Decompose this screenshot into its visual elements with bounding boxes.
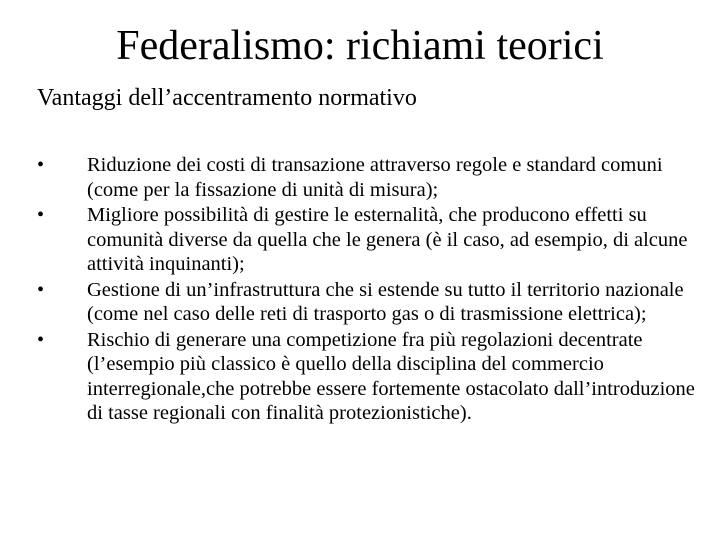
bullet-item: [37, 203, 697, 277]
bullet-text: Rischio di generare una competizione fra più regolazioni decentrate (l’esempio più classico è quello della disciplina del commercio interregionale,che potrebbe essere fortemente ostacolato dall’introduzione di tasse regionali con finalità protezionistiche).: [87, 328, 695, 424]
slide-title: Federalismo: richiami teorici: [116, 23, 604, 69]
bullet-item: [37, 328, 697, 426]
bullet-item: [37, 153, 697, 202]
bullet-text: Riduzione dei costi di transazione attraverso regole e standard comuni (come per la fissazione di unità di misura);: [87, 154, 663, 201]
bullet-marker: •: [37, 154, 45, 176]
bullet-text: Gestione di un’infrastruttura che si estende su tutto il territorio nazionale (come nel caso delle reti di trasporto gas o di trasmissione elettrica);: [87, 278, 684, 325]
bullet-list: [37, 153, 697, 427]
bullet-marker: •: [37, 204, 45, 226]
bullet-marker: •: [37, 278, 45, 301]
bullet-marker: •: [37, 328, 45, 351]
bullet-item: [37, 278, 697, 327]
slide-subtitle: Vantaggi dell’accentramento normativo: [37, 85, 417, 111]
bullet-text: Migliore possibilità di gestire le esternalità, che producono effetti su comunità diverse da quella che le genera (è il caso, ad esempio, di alcune attività inquinanti);: [87, 204, 688, 275]
